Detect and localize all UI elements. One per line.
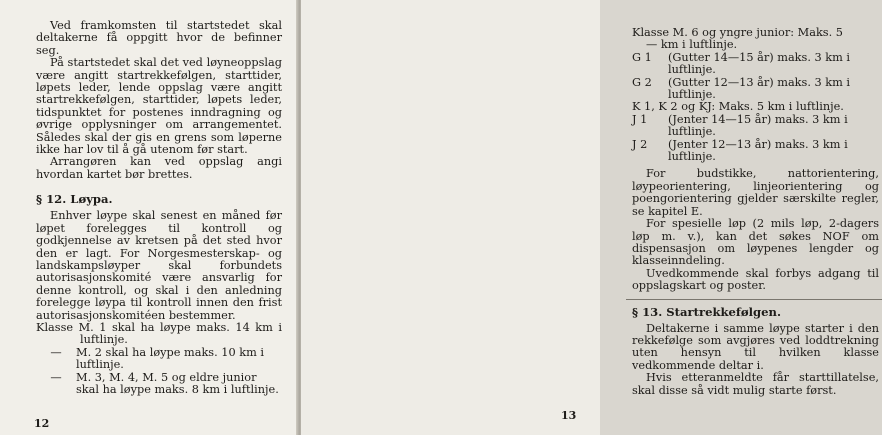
class-row-j2 bbox=[632, 139, 879, 164]
class-key: J 2 bbox=[632, 137, 648, 151]
class-row-g1 bbox=[632, 52, 879, 77]
class-key: — bbox=[50, 370, 62, 384]
class-text: M. 2 skal ha løype maks. 10 km i luftlinje. bbox=[76, 345, 265, 372]
paragraph-access: Uvedkommende skal forbys adgang til oppslagskart og poster. bbox=[632, 266, 879, 293]
paragraph-dispensation: For spesielle løp (2 mils løp, 2-dagers løp m. v.), kan det søkes NOF om dispensasjon om løypenes lengder og klasseinndeling. bbox=[632, 217, 879, 268]
class-key: G 1 bbox=[632, 50, 652, 64]
paragraph-map-folding: Arrangøren kan ved oppslag angi hvordan kartet bør brettes. bbox=[36, 155, 282, 181]
page-number-left: 12 bbox=[34, 417, 50, 430]
left-column bbox=[36, 20, 282, 396]
class-m6-line: Klasse M. 6 og yngre junior: Maks. 5 bbox=[632, 26, 843, 39]
page-number-right: 13 bbox=[561, 409, 577, 422]
class-text: M. 3, M. 4, M. 5 og eldre junior skal ha løype maks. 8 km i luftlinje. bbox=[76, 370, 279, 396]
class-m6-line-2: — km i luftlinje. bbox=[646, 38, 738, 52]
paragraph-late-entries: Hvis etteranmeldte får starttillatelse, skal disse så vidt mulig starte først. bbox=[632, 371, 879, 397]
right-column bbox=[632, 27, 879, 397]
class-row-g2 bbox=[632, 77, 879, 102]
class-text: (Jenter 14—15 år) maks. 3 km i luftlinje. bbox=[668, 112, 848, 139]
class-text bbox=[632, 101, 879, 113]
class-key: G 2 bbox=[632, 75, 652, 89]
paragraph-start-order: Deltakerne i samme løype starter i den rekkefølge som avgjøres ved loddtrekning uten hensyn til hvilken klasse vedkommende deltar i. bbox=[632, 321, 879, 372]
class-row-j1 bbox=[632, 114, 879, 139]
paragraph-special-rules: For budstikke, nattorientering, løypeorientering, linjeorientering og poengorientering gjelder særskilte regler, se kapitel E. bbox=[632, 167, 879, 218]
classes-intro: Klasse M. 1 skal ha løype maks. 14 km i luftlinje. bbox=[36, 320, 282, 347]
section-heading-12: § 12. Løypa. bbox=[36, 192, 113, 207]
paragraph-arrival: Ved framkomsten til startstedet skal deltakerne få oppgitt hvor de befinner seg. bbox=[36, 19, 282, 57]
class-row-k1-k2 bbox=[632, 101, 879, 113]
paragraph-course-control: Enhver løype skal senest en måned før løpet forelegges til kontroll og godkjennelse av kretsen på det sted hvor den er lagt. For Norgesmesterskap- og landskampsløyper skal forbundets autorisasjonskomité være ansvarlig for denne kontroll, og skal i den anledning forelegge løypa til kontroll innen den frist autorisasjonskomitéen bestemmer. bbox=[36, 209, 282, 322]
right-page bbox=[301, 0, 879, 435]
class-key: — bbox=[50, 345, 62, 359]
class-key: K 1, K 2 bbox=[632, 100, 678, 114]
class-text: (Gutter 12—13 år) maks. 3 km i luftlinje. bbox=[668, 75, 851, 102]
class-row-m3 bbox=[36, 372, 282, 397]
class-key-text: og KJ: Maks. 5 km i luftlinje. bbox=[681, 100, 844, 114]
class-text: (Jenter 12—13 år) maks. 3 km i luftlinje. bbox=[668, 137, 848, 164]
class-key: J 1 bbox=[632, 112, 648, 126]
divider-line bbox=[626, 299, 882, 300]
class-row-m2 bbox=[36, 347, 282, 372]
section-heading-13: § 13. Startrekkefølgen. bbox=[632, 304, 782, 319]
class-text: (Gutter 14—15 år) maks. 3 km i luftlinje. bbox=[668, 50, 851, 77]
paragraph-start-location: På startstedet skal det ved løyneoppslag være angitt startrekkefølgen, starttider, løpets leder, lende oppslag være angitt startrekkefølgen, starttider, løpets leder, tidspunktet for postenes inndragning og øvrige opplysninger om arrangementet. Således skal der gis en grens som løperne ikke har lov til å gå utenom før start. bbox=[36, 56, 282, 157]
left-page bbox=[0, 0, 298, 435]
